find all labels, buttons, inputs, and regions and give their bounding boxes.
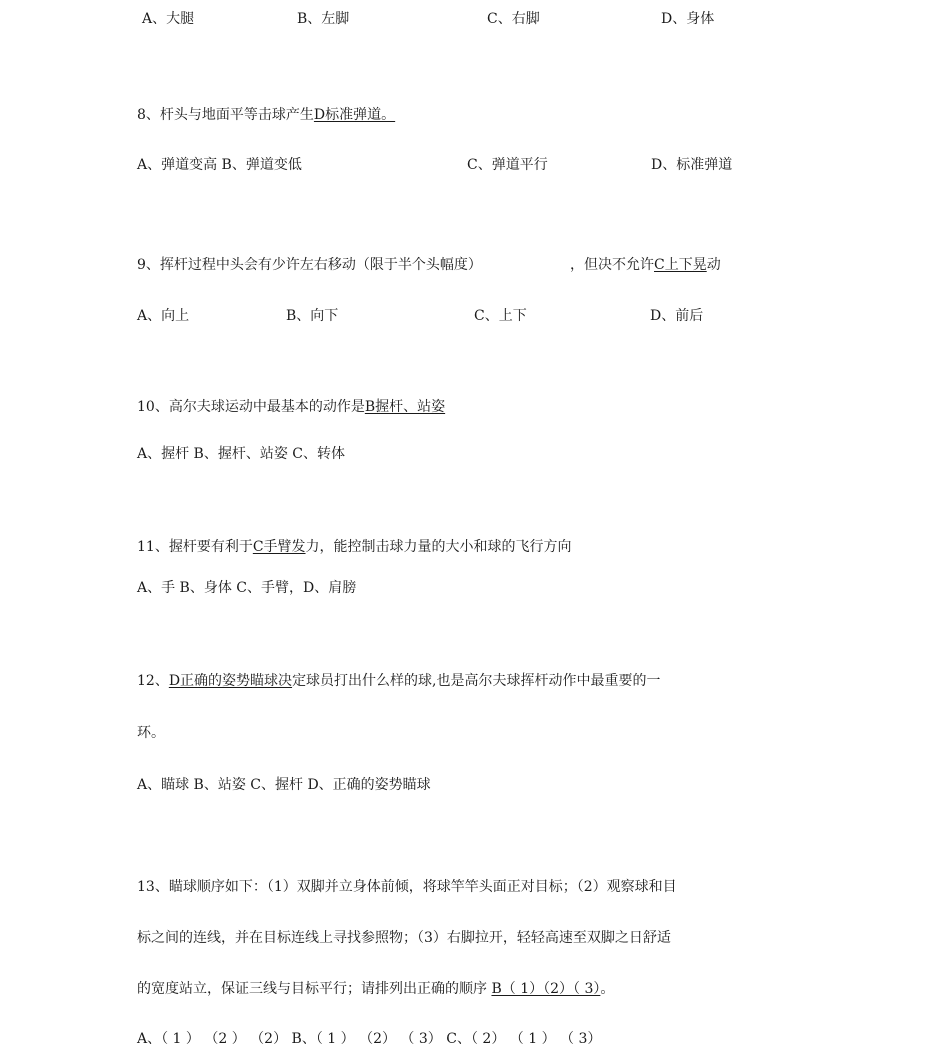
q8-answer: D标准弹道。 [313,107,396,123]
q11-stem [137,538,572,556]
q9-stem-suffix: 动 [706,257,721,273]
q11-stem-suffix: 力，能控制击球力量的大小和球的飞行方向 [305,539,572,555]
q11-stem-prefix: 11、握杆要有利于 [137,539,253,555]
q13-stem-suffix: 。 [600,981,615,997]
q10-options: A、握杆 B、握杆、站姿 C、转体 [137,446,346,462]
q11-options: A、手 B、身体 C、手臂，D、肩膀 [137,580,357,596]
q10-stem-prefix: 10、高尔夫球运动中最基本的动作是 [137,399,365,415]
q7-option-b: B、左脚 [297,11,350,27]
q10-answer: B握杆、站姿 [364,399,446,415]
q13-stem-line2: 标之间的连线，并在目标连线上寻找参照物；（3）右脚拉开，轻轻高速至双脚之日舒适 [137,930,671,946]
q9-option-a: A、向上 [137,308,190,324]
q9-option-b: B、向下 [286,308,339,324]
q9-stem-prefix: 9、挥杆过程中头会有少许左右移动（限于半个头幅度） [137,257,482,273]
q13-stem-line1: 13、瞄球顺序如下：（1）双脚并立身体前倾，将球竿竿头面正对目标；（2）观察球和目 [137,879,677,895]
q8-option-d: D、标准弹道 [651,157,733,173]
q9-stem-mid: ，但决不允许 [570,257,654,273]
q9-stem-rest [570,256,721,274]
q12-stem-line2: 环。 [137,725,165,741]
q13-options: A、（ 1 ） （2 ） （2） B、（ 1 ） （2） （ 3） C、（ 2） （ 1 ） （ 3） [137,1031,602,1047]
q7-option-a: A、大腿 [142,11,195,27]
q12-answer: D正确的姿势瞄球决 [168,673,293,689]
q8-stem [137,106,395,124]
q13-answer: B（ 1）（2）（ 3） [491,981,601,997]
q13-stem-prefix: 的宽度站立，保证三线与目标平行；请排列出正确的顺序 [137,981,487,997]
q8-option-ab: A、弹道变高 B、弹道变低 [137,157,302,173]
q8-option-c: C、弹道平行 [467,157,548,173]
q12-stem-prefix: 12、 [137,673,169,689]
q12-stem-suffix: 定球员打出什么样的球,也是高尔夫球挥杆动作中最重要的一 [292,673,661,689]
q9-option-d: D、前后 [650,308,704,324]
q10-stem [137,398,445,416]
q12-options: A、瞄球 B、站姿 C、握杆 D、正确的姿势瞄球 [137,777,431,793]
q7-option-c: C、右脚 [487,11,540,27]
q12-stem [137,672,661,690]
q9-answer: C上下晃 [654,257,707,273]
q11-answer: C手臂发 [252,539,306,555]
q7-option-d: D、身体 [661,11,715,27]
q9-option-c: C、上下 [474,308,527,324]
q8-stem-prefix: 8、杆头与地面平等击球产生 [137,107,314,123]
q13-stem-line3 [137,980,614,998]
